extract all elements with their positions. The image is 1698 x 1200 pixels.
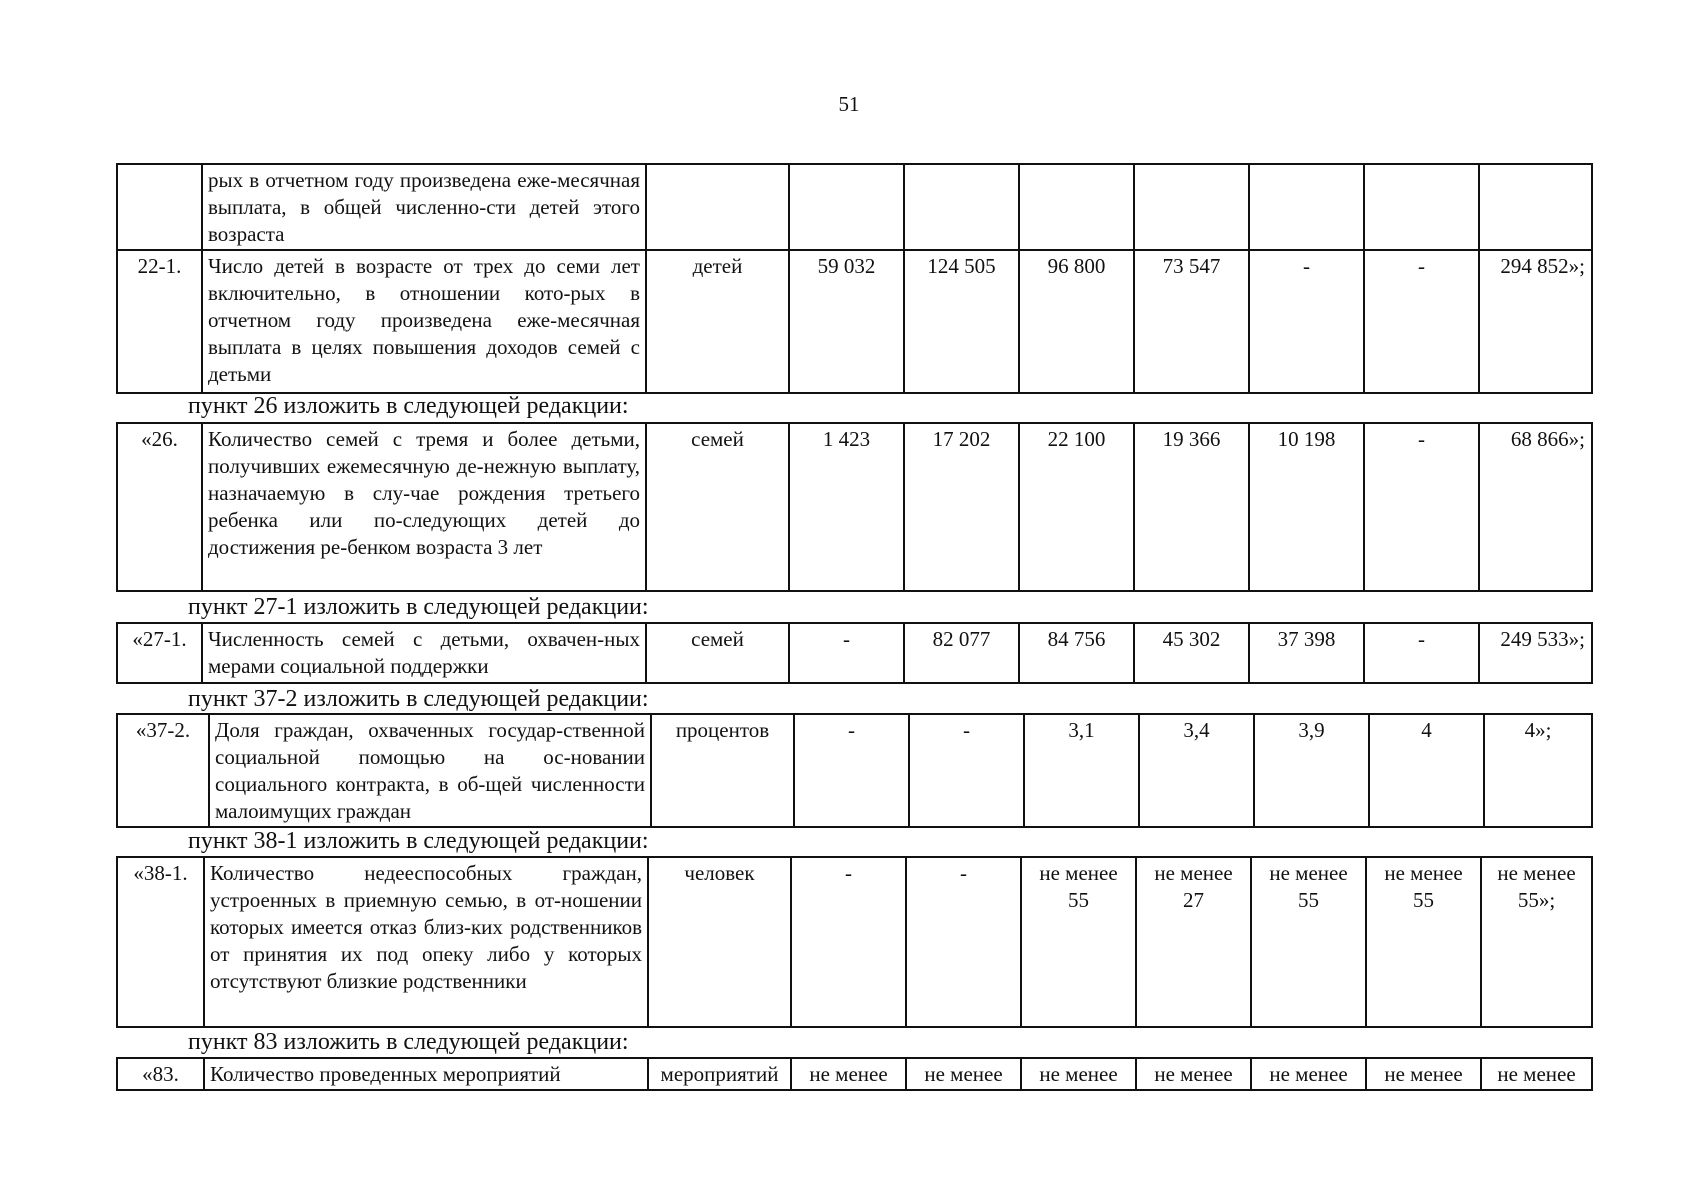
row-value: не менее 55 xyxy=(1021,857,1136,1027)
row-description: Количество недееспособных граждан, устроенных в приемную семью, в от-ношении которых имеется отказ близ-ких родственников от принятия их под опеку либо у которых отсутствуют близкие родственники xyxy=(204,857,648,1027)
row-number: «26. xyxy=(117,423,202,591)
row-value: 249 533»; xyxy=(1479,623,1592,683)
row-value: 17 202 xyxy=(904,423,1019,591)
row-value: - xyxy=(1364,250,1479,393)
row-value: 4»; xyxy=(1484,714,1592,827)
row-value: не менее xyxy=(1366,1058,1481,1090)
row-value: 84 756 xyxy=(1019,623,1134,683)
amendment-instruction: пункт 37-2 изложить в следующей редакции: xyxy=(188,686,649,712)
row-value xyxy=(1364,164,1479,250)
row-value: не менее xyxy=(906,1058,1021,1090)
row-value: не менее xyxy=(791,1058,906,1090)
row-value xyxy=(1134,164,1249,250)
row-value: не менее xyxy=(1136,1058,1251,1090)
indicator-table-block-3 xyxy=(116,622,1593,684)
row-value xyxy=(789,164,904,250)
indicator-table-block-6 xyxy=(116,1057,1593,1091)
page-number: 51 xyxy=(838,92,860,116)
row-description: Численность семей с детьми, охвачен-ных мерами социальной поддержки xyxy=(202,623,646,683)
row-value: 37 398 xyxy=(1249,623,1364,683)
row-value: не менее 55 xyxy=(1366,857,1481,1027)
row-value: - xyxy=(794,714,909,827)
amendment-instruction: пункт 26 изложить в следующей редакции: xyxy=(188,393,629,419)
row-value: не менее xyxy=(1021,1058,1136,1090)
row-value: 3,9 xyxy=(1254,714,1369,827)
row-value: - xyxy=(906,857,1021,1027)
row-value: не менее 55 xyxy=(1251,857,1366,1027)
table-row xyxy=(117,250,1592,393)
row-value: 124 505 xyxy=(904,250,1019,393)
indicator-table-block-5 xyxy=(116,856,1593,1028)
row-value: 10 198 xyxy=(1249,423,1364,591)
row-description: рых в отчетном году произведена еже-месячная выплата, в общей численно-сти детей этого возраста xyxy=(202,164,646,250)
row-value: - xyxy=(1364,423,1479,591)
table-row xyxy=(117,714,1592,827)
table-row xyxy=(117,423,1592,591)
row-value: - xyxy=(909,714,1024,827)
row-value: 45 302 xyxy=(1134,623,1249,683)
row-unit: человек xyxy=(648,857,791,1027)
row-value: 68 866»; xyxy=(1479,423,1592,591)
amendment-instruction: пункт 83 изложить в следующей редакции: xyxy=(188,1029,629,1055)
row-value: 73 547 xyxy=(1134,250,1249,393)
indicator-table-block-1 xyxy=(116,163,1593,394)
row-value xyxy=(1479,164,1592,250)
row-number: «38-1. xyxy=(117,857,204,1027)
row-unit: мероприятий xyxy=(648,1058,791,1090)
row-unit xyxy=(646,164,789,250)
row-value: - xyxy=(1249,250,1364,393)
row-value xyxy=(904,164,1019,250)
row-value: 19 366 xyxy=(1134,423,1249,591)
row-value: 96 800 xyxy=(1019,250,1134,393)
table-row xyxy=(117,1058,1592,1090)
row-number: 22-1. xyxy=(117,250,202,393)
row-number: «37-2. xyxy=(117,714,209,827)
row-value: 1 423 xyxy=(789,423,904,591)
row-value: не менее 55»; xyxy=(1481,857,1592,1027)
amendment-instruction: пункт 38-1 изложить в следующей редакции: xyxy=(188,828,649,854)
row-value: 82 077 xyxy=(904,623,1019,683)
row-value: 59 032 xyxy=(789,250,904,393)
row-value: 3,4 xyxy=(1139,714,1254,827)
row-description: Число детей в возрасте от трех до семи лет включительно, в отношении кото-рых в отчетном году произведена еже-месячная выплата в целях повышения доходов семей с детьми xyxy=(202,250,646,393)
row-value: не менее 27 xyxy=(1136,857,1251,1027)
row-unit: семей xyxy=(646,623,789,683)
row-number xyxy=(117,164,202,250)
table-row xyxy=(117,623,1592,683)
row-value: - xyxy=(789,623,904,683)
row-unit: семей xyxy=(646,423,789,591)
row-number: «83. xyxy=(117,1058,204,1090)
row-value: 3,1 xyxy=(1024,714,1139,827)
row-number: «27-1. xyxy=(117,623,202,683)
row-value: - xyxy=(791,857,906,1027)
row-description: Количество семей с тремя и более детьми, получивших ежемесячную де-нежную выплату, назначаемую в слу-чае рождения третьего ребенка или по-следующих детей до достижения ре-бенком возраста 3 лет xyxy=(202,423,646,591)
row-unit: процентов xyxy=(651,714,794,827)
row-value: не менее xyxy=(1481,1058,1592,1090)
row-value: 4 xyxy=(1369,714,1484,827)
row-value xyxy=(1019,164,1134,250)
row-value: не менее xyxy=(1251,1058,1366,1090)
row-value: 294 852»; xyxy=(1479,250,1592,393)
row-value: - xyxy=(1364,623,1479,683)
table-row xyxy=(117,857,1592,1027)
row-description: Количество проведенных мероприятий xyxy=(204,1058,648,1090)
row-description: Доля граждан, охваченных государ-ственной социальной помощью на ос-новании социального контракта, в об-щей численности малоимущих граждан xyxy=(209,714,651,827)
row-unit: детей xyxy=(646,250,789,393)
row-value: 22 100 xyxy=(1019,423,1134,591)
table-row xyxy=(117,164,1592,250)
row-value xyxy=(1249,164,1364,250)
indicator-table-block-4 xyxy=(116,713,1593,828)
indicator-table-block-2 xyxy=(116,422,1593,592)
amendment-instruction: пункт 27-1 изложить в следующей редакции: xyxy=(188,594,649,620)
